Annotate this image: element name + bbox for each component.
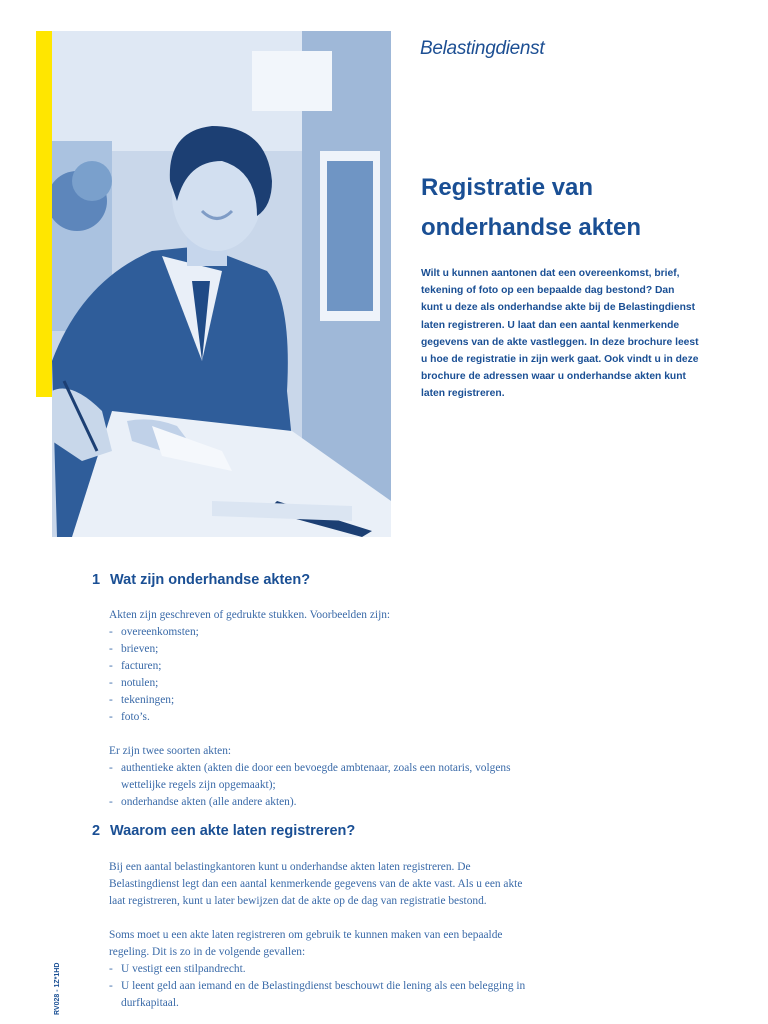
paragraph-line: laat registreren, kunt u later bewijzen dat de akte op de dag van registratie bestond.	[109, 895, 487, 907]
intro-line: u hoe de registratie in zijn werk gaat. Ook vindt u in deze	[421, 354, 699, 366]
paragraph-line: Belastingdienst legt dan een aantal kenmerkende gegevens van de akte vast. Als u een akte	[109, 878, 523, 890]
list-item	[109, 978, 569, 1012]
section-2-body	[109, 859, 569, 1012]
section-number: 1	[92, 572, 101, 588]
cases-list	[109, 961, 569, 1012]
paragraph-line: regeling. Dit is zo in de volgende gevallen:	[109, 946, 306, 958]
intro-line: laten registreren.	[421, 388, 505, 400]
list-item: - facturen;	[109, 658, 569, 675]
paragraph-line: Soms moet u een akte laten registreren om gebruik te kunnen maken van een bepaalde	[109, 929, 503, 941]
list-item	[109, 760, 569, 794]
intro-line: brochure de adressen waar u onderhandse akten kunt	[421, 371, 686, 383]
list-item	[109, 794, 569, 811]
list-item-line: wettelijke regels zijn opgemaakt);	[121, 779, 276, 791]
paragraph-line: Bij een aantal belastingkantoren kunt u onderhandse akten laten registreren. De	[109, 861, 471, 873]
list-item-line: - authentieke akten (akten die door een bevoegde ambtenaar, zoals een notaris, volgens	[121, 762, 511, 774]
document-code: RV028 - 1Z*1HD	[54, 962, 61, 1015]
cover-photo	[52, 31, 391, 537]
title-line: onderhandse akten	[421, 214, 642, 241]
list-item-line: - onderhandse akten (alle andere akten).	[121, 796, 297, 808]
yellow-accent-bar	[36, 31, 52, 397]
intro-line: kunt u deze als onderhandse akte bij de Belastingdienst	[421, 302, 696, 314]
list-item-line: - U leent geld aan iemand en de Belastingdienst beschouwt die lening als een belegging in	[121, 980, 526, 992]
akte-types-list	[109, 760, 569, 811]
list-item: - tekeningen;	[109, 692, 569, 709]
section-1-body	[109, 607, 569, 811]
section-title: Waarom een akte laten registreren?	[110, 823, 356, 839]
section-title: Wat zijn onderhandse akten?	[110, 572, 311, 588]
page-title	[421, 168, 741, 248]
section-heading-2	[92, 823, 355, 839]
brand-logo: Belastingdienst	[420, 38, 545, 59]
paragraph: Akten zijn geschreven of gedrukte stukken. Voorbeelden zijn:	[109, 609, 391, 621]
list-item: - foto’s.	[109, 709, 569, 726]
list-item-line: durfkapitaal.	[121, 997, 179, 1009]
list-item: - brieven;	[109, 641, 569, 658]
list-item	[109, 961, 569, 978]
list-item: - overeenkomsten;	[109, 624, 569, 641]
section-heading-1	[92, 572, 310, 588]
list-item: - notulen;	[109, 675, 569, 692]
section-number: 2	[92, 823, 101, 839]
paragraph: Er zijn twee soorten akten:	[109, 745, 232, 757]
title-line: Registratie van	[421, 174, 594, 201]
examples-list	[109, 624, 569, 726]
list-item-line: - U vestigt een stilpandrecht.	[121, 963, 246, 975]
intro-line: tekening of foto op een bepaalde dag bestond? Dan	[421, 285, 675, 297]
intro-line: laten registreren. U laat dan een aantal kenmerkende	[421, 319, 680, 331]
intro-line: gegevens van de akte vastleggen. In deze brochure leest	[421, 336, 699, 348]
intro-paragraph	[421, 265, 751, 403]
intro-line: Wilt u kunnen aantonen dat een overeenkomst, brief,	[421, 268, 680, 279]
